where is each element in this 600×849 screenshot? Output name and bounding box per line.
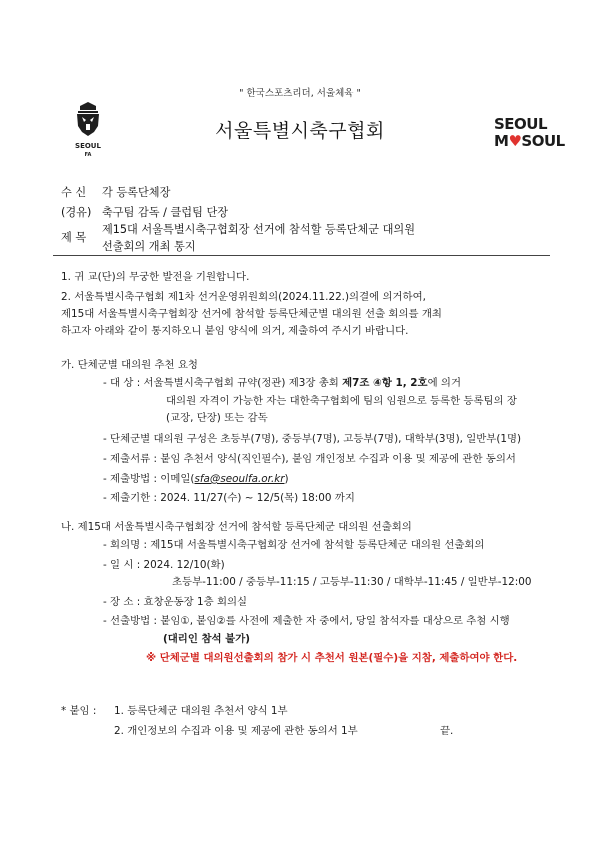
subject-line-1: 제15대 서울특별시축구협회장 선거에 참석할 등록단체군 대의원 (102, 223, 416, 236)
target-label: - 대 상 : (103, 377, 144, 389)
method-close: ) (284, 473, 289, 485)
meeting-date: - 일 시 : 2024. 12/10(화) (103, 559, 225, 571)
target-pre: 서울특별시축구협회 규약(정관) 제3장 총회 (143, 377, 343, 389)
no-proxy-note: (대리인 참석 불가) (163, 633, 250, 645)
attachment-label: * 붙임 : (61, 705, 97, 717)
recipient-label: 수 신 (61, 186, 87, 199)
subject-line-2: 선출회의 개최 통지 (102, 240, 196, 253)
paragraph-2-line-2: 제15대 서울특별시축구협회장 선거에 참석할 등록단체군별 대의원 선출 회의를 개최 (61, 308, 442, 320)
meeting-name: - 회의명 : 제15대 서울특별시축구협회장 선거에 참석할 등록단체군 대의원 선출회의 (103, 539, 485, 551)
slogan: " 한국스포츠리더, 서울체육 " (239, 88, 361, 99)
attachment-item-1: 1. 등록단체군 대의원 추천서 양식 1부 (114, 705, 288, 717)
paragraph-2-line-1: 2. 서울특별시축구협회 제1차 선거운영위원회의(2024.11.22.)의결에 의거하여, (61, 291, 426, 303)
end-mark: 끝. (440, 725, 454, 737)
selection-method: - 선출방법 : 붙임①, 붙임②를 사전에 제출한 자 중에서, 당일 참석자를 대상으로 추첨 시행 (103, 615, 510, 627)
logo-left-sub: FA (84, 152, 92, 158)
org-title: 서울특별시축구협회 (215, 120, 385, 142)
via-value: 축구팀 감독 / 클럽팀 단장 (102, 206, 229, 219)
target-bold: 제7조 ④항 1, 2호 (342, 377, 428, 389)
target-line-2: 대의원 자격이 가능한 자는 대한축구협회에 팀의 임원으로 등록한 등록팀의 장 (166, 395, 517, 407)
header-divider (53, 255, 550, 256)
documents: - 제출서류 : 붙임 추천서 양식(직인필수), 붙임 개인정보 수집과 이용 및 제공에 관한 동의서 (103, 453, 516, 465)
attachment-item-2: 2. 개인정보의 수집과 이용 및 제공에 관한 동의서 1부 (114, 725, 358, 737)
logo-right-top: SEOUL (494, 115, 548, 133)
seoul-my-soul-logo (494, 115, 565, 152)
section-a-title: 가. 단체군별 대의원 추천 요청 (61, 359, 198, 371)
method-label: - 제출방법 : 이메일( (103, 473, 195, 485)
logo-left-text: SEOUL (75, 142, 101, 150)
target-line-1 (103, 374, 461, 389)
original-required-notice: ※ 단체군별 대의원선출회의 참가 시 추천서 원본(필수)을 지참, 제출하여야 한다. (146, 652, 518, 664)
recipient-value: 각 등록단체장 (102, 186, 171, 199)
target-post: 에 의거 (427, 377, 461, 389)
logo-right-m: M (494, 132, 509, 150)
logo-right-soul: SOUL (521, 132, 565, 150)
paragraph-2-line-3: 하고자 아래와 같이 통지하오니 붙임 양식에 의거, 제출하여 주시기 바랍니다. (61, 325, 409, 337)
target-line-3: (교장, 단장) 또는 감독 (166, 412, 268, 424)
email-link[interactable]: sfa@seoulfa.or.kr (194, 473, 285, 485)
submission-method (103, 470, 289, 485)
paragraph-1: 1. 귀 교(단)의 무궁한 발전을 기원합니다. (61, 271, 250, 283)
meeting-times: 초등부-11:00 / 중등부-11:15 / 고등부-11:30 / 대학부-11:45 / 일반부-12:00 (172, 576, 532, 588)
composition: - 단체군별 대의원 구성은 초등부(7명), 중등부(7명), 고등부(7명), 대학부(3명), 일반부(1명) (103, 433, 522, 445)
via-label: (경유) (61, 206, 92, 219)
heart-icon: ♥ (508, 132, 522, 150)
meeting-place: - 장 소 : 효창운동장 1층 회의실 (103, 596, 248, 608)
subject-label: 제 목 (61, 231, 87, 244)
section-b-title: 나. 제15대 서울특별시축구협회장 선거에 참석할 등록단체군 대의원 선출회의 (61, 521, 412, 533)
deadline: - 제출기한 : 2024. 11/27(수) ~ 12/5(목) 18:00 까지 (103, 492, 355, 504)
logo-right-bottom (494, 133, 565, 149)
